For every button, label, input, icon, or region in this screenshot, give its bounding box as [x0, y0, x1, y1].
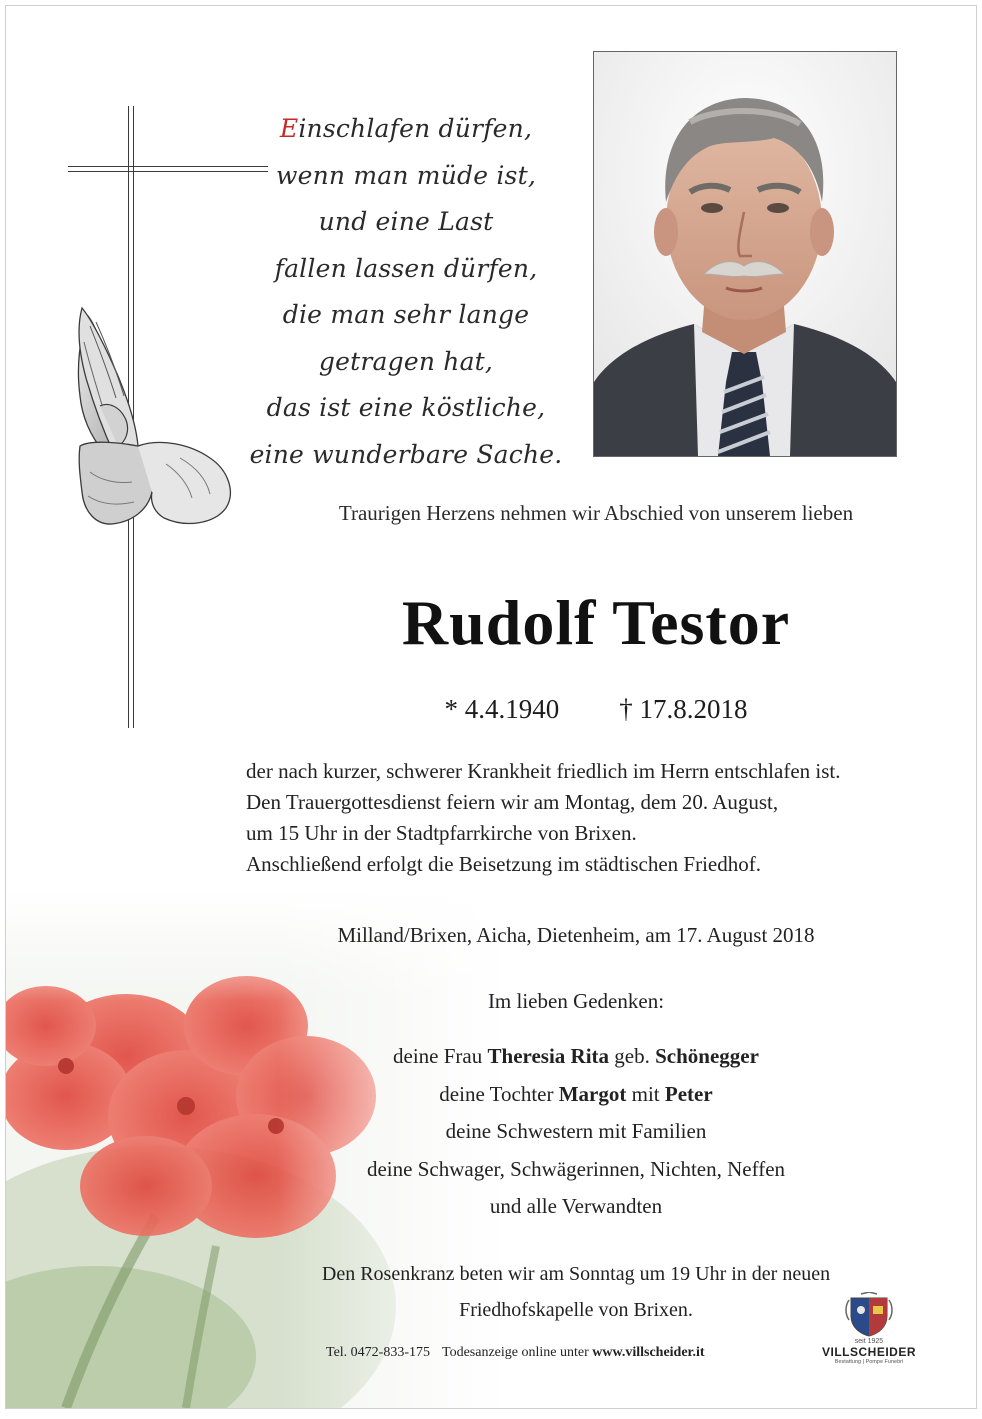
rosary-line: Friedhofskapelle von Brixen.	[459, 1299, 693, 1321]
poem-line: und eine Last	[318, 207, 494, 236]
life-dates	[246, 694, 946, 725]
portrait-photo	[593, 51, 897, 457]
announcement-text	[246, 756, 966, 880]
poem-line: das ist eine köstliche,	[266, 393, 546, 422]
deceased-name: Rudolf Testor	[401, 587, 791, 658]
poem-line: fallen lassen dürfen,	[274, 253, 538, 283]
online-text: Todesanzeige online unter	[442, 1345, 589, 1360]
announcement-line: Den Trauergottesdienst feiern wir am Montag, dem 20. August,	[246, 790, 779, 814]
logo-since: seit 1925	[854, 1338, 884, 1345]
place-and-date: Milland/Brixen, Aicha, Dietenheim, am 17. August 2018	[337, 923, 815, 947]
praying-hands-icon	[60, 296, 240, 546]
rosary-notice	[266, 1256, 886, 1328]
poem-line: die man sehr lange	[282, 300, 530, 329]
intro-text: Traurigen Herzens nehmen wir Abschied von unserem lieben	[338, 501, 854, 525]
family-member-daughter: deine Tochter Margot mit Peter	[439, 1081, 713, 1106]
birth-date: * 4.4.1940	[444, 694, 560, 724]
poem-line: getragen hat,	[318, 346, 494, 376]
coat-of-arms-icon	[843, 1292, 895, 1338]
poem-initial-letter: E	[279, 114, 299, 143]
announcement-line: um 15 Uhr in der Stadtpfarrkirche von Brixen.	[246, 821, 637, 845]
remembrance-heading: Im lieben Gedenken:	[487, 989, 665, 1013]
poem-line: wenn man müde ist,	[276, 160, 536, 190]
logo-subtitle: Bestattung | Pompe Funebri	[834, 1359, 904, 1365]
rosary-line: Den Rosenkranz beten wir am Sonntag um 19 Uhr in der neuen	[321, 1263, 831, 1285]
cross-horizontal-line	[68, 166, 268, 167]
death-date: † 17.8.2018	[619, 694, 748, 724]
family-list	[266, 1038, 886, 1226]
poem-line: Einschlafen dürfen,	[279, 114, 533, 143]
family-member-sisters: deine Schwestern mit Familien	[445, 1119, 707, 1143]
footer	[326, 1345, 705, 1361]
poem-line: eine wunderbare Sache.	[249, 439, 563, 469]
logo-name: VILLSCHEIDER	[821, 1345, 916, 1359]
family-member-relatives: und alle Verwandten	[489, 1194, 663, 1218]
family-member-in-laws: deine Schwager, Schwägerinnen, Nichten, Neffen	[366, 1156, 786, 1181]
villscheider-logo	[814, 1292, 924, 1392]
poem	[246, 106, 566, 478]
family-member-wife: deine Frau Theresia Rita geb. Schönegger	[393, 1044, 759, 1068]
phone-number: Tel. 0472-833-175	[326, 1345, 431, 1360]
announcement-line: der nach kurzer, schwerer Krankheit friedlich im Herrn entschlafen ist.	[246, 759, 841, 783]
announcement-line: Anschließend erfolgt die Beisetzung im städtischen Friedhof.	[246, 852, 761, 876]
cross-horizontal-line	[68, 171, 268, 172]
website-link[interactable]: www.villscheider.it	[592, 1345, 705, 1360]
obituary-page	[5, 5, 977, 1409]
